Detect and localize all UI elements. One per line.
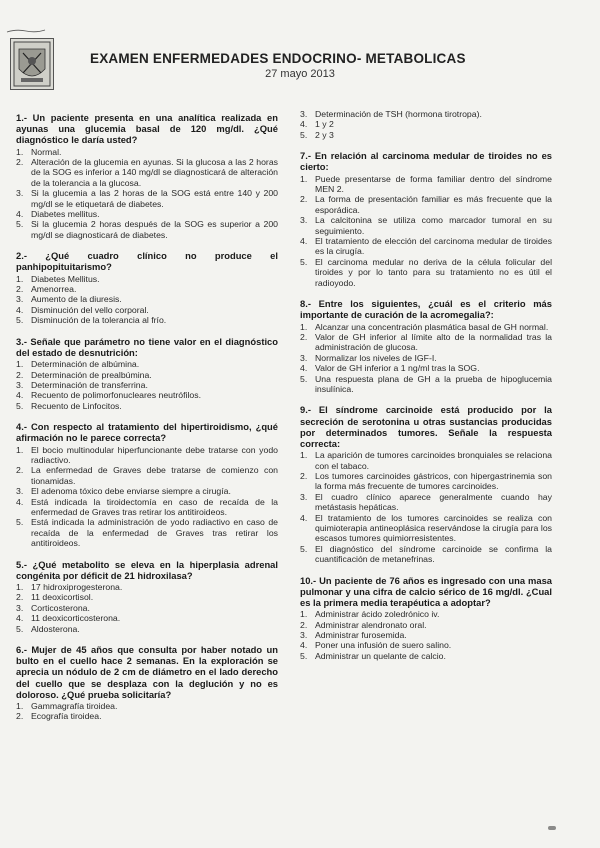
option-number: 2. — [300, 470, 308, 481]
option-number: 3. — [16, 188, 24, 199]
option-number: 3. — [300, 491, 308, 502]
option-text: El diagnóstico del síndrome carcinoide se confirma la cuantificación de metanefrinas. — [315, 543, 552, 565]
option-text: El bocio multinodular hiperfuncionante debe tratarse con yodo radiactivo. — [31, 444, 278, 465]
answer-option — [16, 284, 278, 294]
option-number: 5. — [300, 256, 308, 267]
option-number: 3. — [16, 602, 24, 613]
right-column — [300, 108, 552, 671]
answer-option — [16, 465, 278, 486]
question-block — [300, 575, 552, 662]
answer-options — [300, 322, 552, 395]
option-text: 17 hidroxiprogesterona. — [31, 582, 123, 593]
answer-option — [16, 380, 278, 390]
option-number: 3. — [16, 486, 24, 497]
answer-option — [16, 497, 278, 518]
answer-option — [16, 701, 278, 711]
option-text: Diabetes Mellitus. — [31, 273, 100, 284]
option-number: 2. — [16, 711, 24, 722]
answer-option — [300, 651, 552, 661]
question-text: 10.- Un paciente de 76 años es ingresado con una masa pulmonar y una cifra de calcio sérico de 16 mg/dl. ¿Cual es la primera media terapéutica a adoptar? — [300, 574, 552, 609]
answer-option — [16, 624, 278, 634]
answer-option — [300, 471, 552, 492]
option-number: 2. — [16, 592, 24, 603]
option-number: 1. — [16, 582, 24, 593]
answer-option — [300, 322, 552, 332]
option-number: 3. — [300, 630, 308, 641]
answer-option — [300, 620, 552, 630]
option-text: Poner una infusión de suero salino. — [315, 640, 452, 651]
option-text: Diabetes mellitus. — [31, 209, 100, 220]
scan-speck — [548, 826, 556, 830]
question-text: 5.- ¿Qué metabolito se eleva en la hiperplasia adrenal congénita por déficit de 21 hidroxilasa? — [16, 558, 278, 581]
option-number: 4. — [300, 363, 308, 374]
answer-option — [16, 359, 278, 369]
answer-options — [300, 174, 552, 288]
answer-options — [16, 274, 278, 326]
option-number: 2. — [16, 465, 24, 476]
question-text: 4.- Con respecto al tratamiento del hipertiroidismo, ¿qué afirmación no le parece correcta? — [16, 421, 278, 444]
answer-option — [16, 209, 278, 219]
answer-option — [16, 157, 278, 188]
option-text: El cuadro clínico aparece generalmente cuando hay metástasis hepáticas. — [315, 491, 552, 513]
option-number: 2. — [16, 157, 24, 168]
answer-option — [300, 544, 552, 565]
option-text: 1 y 2 — [315, 119, 334, 130]
option-number: 4. — [16, 496, 24, 507]
option-text: Administrar un quelante de calcio. — [315, 650, 446, 661]
answer-options — [300, 109, 552, 140]
question-text: 9.- El síndrome carcinoide está producido por la secreción de serotonina u otras sustancias producidas por determinados tumores. Señale la respuesta correcta: — [300, 404, 552, 449]
option-text: La aparición de tumores carcinoides bronquiales se relaciona con el tabaco. — [315, 450, 552, 471]
option-text: Valor de GH inferior al límite alto de la normalidad tras la administración de glucosa. — [315, 331, 552, 353]
answer-option — [16, 582, 278, 592]
question-block — [300, 150, 552, 288]
option-number: 1. — [16, 273, 24, 284]
answer-options — [300, 450, 552, 564]
option-number: 3. — [16, 294, 24, 305]
option-number: 3. — [300, 215, 308, 226]
option-text: Si la glucemia 2 horas después de la SOG es superior a 200 mg/dl se diagnosticará de diabetes. — [31, 219, 278, 240]
option-text: Determinación de TSH (hormona tirotropa). — [315, 109, 482, 119]
option-number: 1. — [300, 609, 308, 620]
question-text: 2.- ¿Qué cuadro clínico no produce el panhipopituitarismo? — [16, 250, 278, 273]
option-text: Puede presentarse de forma familiar dentro del síndrome MEN 2. — [315, 173, 552, 195]
question-text: 1.- Un paciente presenta en una analítica realizada en ayunas una glucemia basal de 120 mg/dl. ¿Qué diagnóstico le daría usted? — [16, 112, 278, 146]
answer-options — [16, 701, 278, 722]
option-text: Los tumores carcinoides gástricos, con hipergastrinemia son la forma más frecuente de tumores carcinoides. — [315, 470, 552, 492]
answer-option — [16, 219, 278, 240]
option-number: 4. — [300, 512, 308, 523]
answer-option — [16, 711, 278, 721]
question-text: 8.- Entre los siguientes, ¿cuál es el criterio más importante de curación de la acromegalia?: — [300, 298, 552, 321]
option-text: Está indicada la tiroidectomía en caso de recaída de la enfermedad de Graves tras retirar los antitiroideos. — [31, 496, 278, 517]
answer-option — [300, 374, 552, 395]
option-number: 2. — [16, 369, 24, 380]
option-text: La calcitonina se utiliza como marcador tumoral en su seguimiento. — [315, 215, 552, 236]
question-block — [16, 644, 278, 722]
question-block — [16, 336, 278, 411]
question-block — [300, 404, 552, 564]
answer-option — [300, 109, 552, 119]
page-title: EXAMEN ENFERMEDADES ENDOCRINO- METABOLICAS — [90, 51, 466, 66]
option-text: Recuento de polimorfonucleares neutrófilos. — [31, 390, 201, 401]
answer-option — [300, 363, 552, 373]
option-text: La enfermedad de Graves debe tratarse de comienzo con tionamidas. — [31, 465, 278, 486]
option-number: 4. — [300, 119, 308, 130]
answer-option — [300, 332, 552, 353]
option-number: 1. — [300, 173, 308, 184]
option-text: Si la glucemia a las 2 horas de la SOG está entre 140 y 200 mg/dl se le etiquetará de diabetes. — [31, 188, 278, 209]
answer-option — [16, 147, 278, 157]
option-number: 4. — [16, 304, 24, 315]
option-text: Alcanzar una concentración plasmática basal de GH normal. — [315, 321, 549, 332]
corner-scribble — [6, 28, 46, 34]
answer-option — [300, 215, 552, 236]
option-number: 1. — [16, 444, 24, 455]
answer-option — [16, 315, 278, 325]
option-text: Valor de GH inferior a 1 ng/ml tras la SOG. — [315, 363, 480, 374]
option-number: 4. — [300, 236, 308, 247]
option-text: El adenoma tóxico debe enviarse siempre a cirugía. — [31, 486, 231, 497]
option-number: 1. — [16, 359, 24, 370]
option-number: 2. — [300, 331, 308, 342]
question-block — [16, 112, 278, 240]
option-number: 3. — [300, 109, 308, 119]
option-number: 2. — [300, 619, 308, 630]
option-text: Recuento de Linfocitos. — [31, 400, 122, 411]
option-number: 1. — [16, 146, 24, 157]
answer-option — [300, 353, 552, 363]
answer-options — [16, 445, 278, 549]
option-text: Disminución del vello corporal. — [31, 304, 149, 315]
answer-option — [16, 401, 278, 411]
question-text: 6.- Mujer de 45 años que consulta por haber notado un bulto en el cuello hace 2 semanas. En la exploración se aprecia un nódulo de 2 cm de diámetro en el lado derecho del cuello que se desplaza con la deglución y no es doloroso. ¿Qué prueba solicitaría? — [16, 644, 278, 700]
answer-option — [16, 613, 278, 623]
option-text: 2 y 3 — [315, 129, 334, 140]
answer-option — [16, 294, 278, 304]
option-text: Gammagrafía tiroidea. — [31, 701, 118, 712]
answer-option — [300, 257, 552, 288]
question-block — [300, 109, 552, 140]
option-text: Normalizar los niveles de IGF-I. — [315, 352, 437, 363]
option-number: 1. — [300, 450, 308, 461]
option-number: 4. — [16, 390, 24, 401]
option-number: 5. — [16, 517, 24, 528]
option-number: 4. — [16, 209, 24, 220]
answer-option — [16, 188, 278, 209]
option-text: Ecografía tiroidea. — [31, 711, 102, 722]
option-number: 5. — [300, 543, 308, 554]
answer-option — [300, 236, 552, 257]
question-text: 3.- Señale que parámetro no tiene valor en el diagnóstico del estado de desnutrición: — [16, 335, 278, 358]
university-logo-icon — [10, 38, 54, 90]
option-number: 5. — [300, 373, 308, 384]
question-text: 7.- En relación al carcinoma medular de tiroides no es cierto: — [300, 150, 552, 173]
answer-option — [300, 450, 552, 471]
answer-option — [300, 640, 552, 650]
answer-options — [16, 147, 278, 241]
exam-date: 27 mayo 2013 — [265, 68, 335, 80]
option-text: Disminución de la tolerancia al frío. — [31, 315, 167, 326]
option-text: Administrar ácido zoledrónico iv. — [315, 609, 440, 620]
option-number: 2. — [16, 284, 24, 295]
option-number: 1. — [300, 321, 308, 332]
question-block — [16, 421, 278, 548]
answer-option — [300, 119, 552, 129]
answer-option — [300, 609, 552, 619]
option-number: 4. — [300, 640, 308, 651]
option-text: Administrar furosemida. — [315, 630, 407, 641]
answer-options — [300, 609, 552, 661]
answer-option — [300, 513, 552, 544]
option-text: Determinación de transferrina. — [31, 379, 148, 390]
left-column — [16, 112, 278, 732]
option-text: Determinación de prealbúmina. — [31, 369, 152, 380]
option-number: 2. — [300, 194, 308, 205]
option-text: 11 deoxicortisol. — [31, 592, 94, 603]
option-text: La forma de presentación familiar es más frecuente que la esporádica. — [315, 194, 552, 215]
option-text: Aldosterona. — [31, 623, 80, 634]
option-text: Administrar alendronato oral. — [315, 619, 427, 630]
option-number: 4. — [16, 613, 24, 624]
answer-option — [16, 486, 278, 496]
option-text: Alteración de la glucemia en ayunas. Si la glucosa a las 2 horas de la SOG es inferior a 140 mg/dl se diagnosticará de alteración de la tolerancia a la glucosa. — [31, 157, 278, 188]
answer-option — [16, 517, 278, 548]
option-number: 3. — [300, 352, 308, 363]
option-text: 11 deoxicorticosterona. — [31, 613, 121, 624]
option-number: 5. — [16, 315, 24, 326]
answer-option — [300, 130, 552, 140]
answer-option — [16, 305, 278, 315]
option-text: El tratamiento de los tumores carcinoides se realiza con quimioterapia antineoplásica reservándose la cirugía para los escasos tumores quimiorresistentes. — [315, 512, 552, 544]
option-number: 5. — [300, 129, 308, 140]
answer-option — [16, 370, 278, 380]
option-text: Está indicada la administración de yodo radiactivo en caso de recaída de la enfermedad de Graves tras retirar los antitiroideos. — [31, 517, 278, 549]
answer-option — [16, 390, 278, 400]
question-block — [16, 559, 278, 634]
option-number: 5. — [300, 650, 308, 661]
answer-option — [300, 174, 552, 195]
answer-option — [16, 592, 278, 602]
option-text: El tratamiento de elección del carcinoma medular de tiroides es la cirugía. — [315, 236, 552, 257]
option-number: 5. — [16, 219, 24, 230]
answer-option — [16, 445, 278, 466]
option-text: Amenorrea. — [31, 284, 77, 295]
option-text: Normal. — [31, 146, 62, 157]
option-text: El carcinoma medular no deriva de la célula folicular del tiroides y por lo tanto para su tratamiento no es útil el radioyodo. — [315, 256, 552, 288]
option-number: 1. — [16, 701, 24, 712]
answer-option — [300, 492, 552, 513]
answer-option — [300, 194, 552, 215]
option-text: Determinación de albúmina. — [31, 359, 140, 370]
option-number: 3. — [16, 379, 24, 390]
option-text: Corticosterona. — [31, 602, 90, 613]
question-block — [300, 298, 552, 394]
answer-option — [300, 630, 552, 640]
answer-option — [16, 274, 278, 284]
answer-options — [16, 582, 278, 634]
answer-options — [16, 359, 278, 411]
question-block — [16, 250, 278, 325]
option-number: 5. — [16, 623, 24, 634]
option-text: Aumento de la diuresis. — [31, 294, 122, 305]
answer-option — [16, 603, 278, 613]
option-number: 5. — [16, 400, 24, 411]
option-text: Una respuesta plana de GH a la prueba de hipoglucemia insulínica. — [315, 373, 552, 394]
